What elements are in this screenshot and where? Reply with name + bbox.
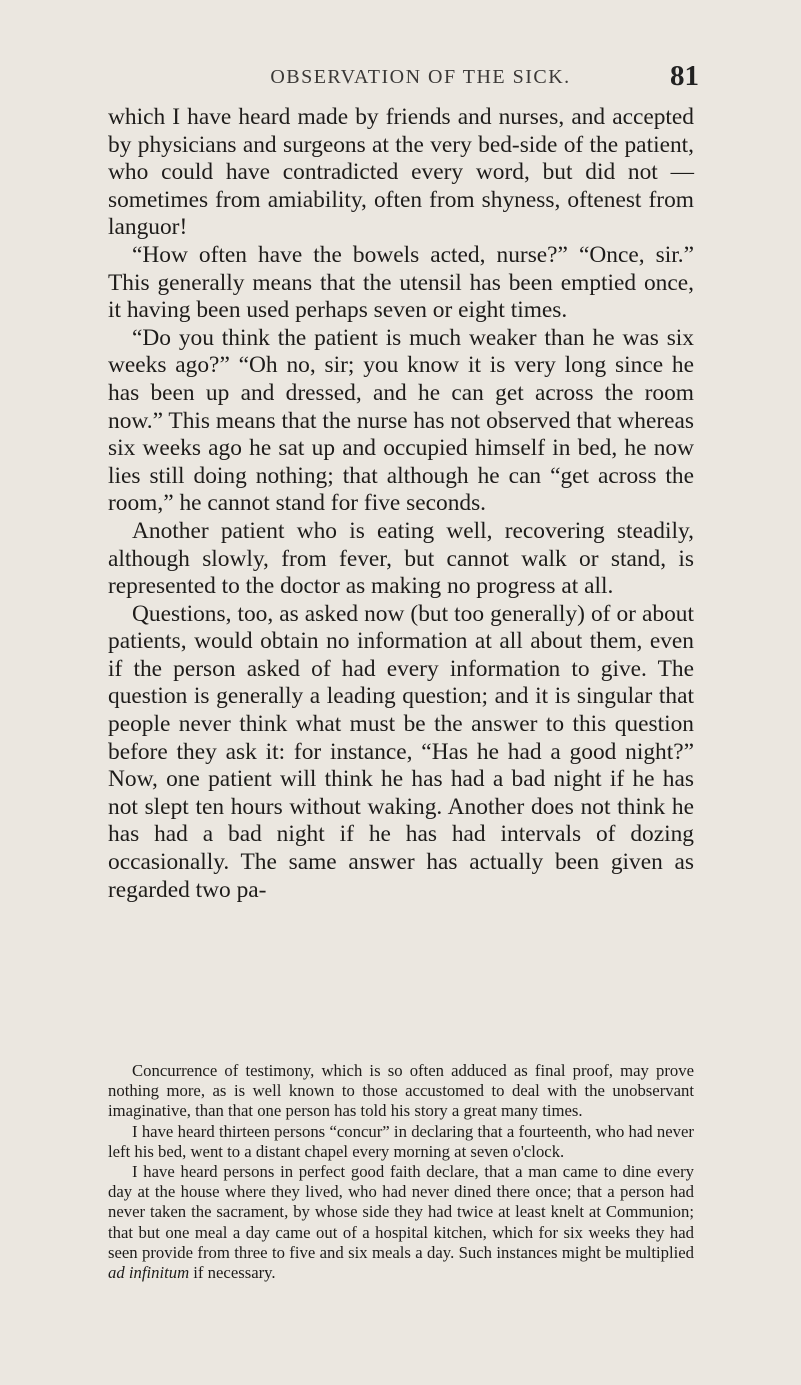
footnote-paragraph: [108, 1162, 694, 1283]
footnote-paragraph: I have heard thirteen persons “concur” in declaring that a fourteenth, who had never left his bed, went to a distant chapel every morning at seven o'clock.: [108, 1121, 694, 1161]
page-number: 81: [670, 60, 699, 92]
page-header: [0, 60, 801, 100]
footnote-paragraph: Concurrence of testimony, which is so often adduced as final proof, may prove nothing more, as is well known to those accustomed to deal with the unobservant imaginative, than that one person has told his story a great many times.: [108, 1061, 694, 1121]
main-text: [108, 104, 694, 904]
footnote-text-end: if necessary.: [189, 1263, 276, 1283]
running-head: OBSERVATION OF THE SICK.: [270, 66, 571, 88]
paragraph: “Do you think the patient is much weaker than he was six weeks ago?” “Oh no, sir; you know it is very long since he has been up and dressed, and he can get across the room now.” This means that the nurse has not observed that whereas six weeks ago he sat up and occupied himself in bed, he now lies still doing nothing; that although he can “get across the room,” he cannot stand for five seconds.: [108, 324, 694, 517]
footnotes: [108, 1061, 694, 1283]
paragraph: Questions, too, as asked now (but too generally) of or about patients, would obtain no information at all about them, even if the person asked of had every information to give. The question is generally a leading question; and it is singular that people never think what must be the answer to this question before they ask it: for instance, “Has he had a good night?” Now, one patient will think he has had a bad night if he has not slept ten hours without waking. Another does not think he has had a bad night if he has had intervals of dozing occasionally. The same answer has actually been given as regarded two pa-: [108, 600, 694, 903]
footnote-text: I have heard persons in perfect good faith declare, that a man came to dine every day at the house where they lived, who had never dined there once; that a person had never taken the sacrament, by whose side they had twice at least knelt at Communion; that but one meal a day came out of a hospital kitchen, which for six weeks they had seen provide from three to five and six meals a day. Such instances might be multiplied: [108, 1162, 694, 1262]
paragraph: which I have heard made by friends and nurses, and accepted by physicians and surgeons at the very bed-side of the patient, who could have contradicted every word, but did not — sometimes from amiability, often from shyness, oftenest from languor!: [108, 104, 694, 241]
paragraph: “How often have the bowels acted, nurse?” “Once, sir.” This generally means that the utensil has been emptied once, it having been used perhaps seven or eight times.: [108, 241, 694, 324]
italic-phrase: ad infinitum: [108, 1263, 190, 1283]
paragraph: Another patient who is eating well, recovering steadily, although slowly, from fever, but cannot walk or stand, is represented to the doctor as making no progress at all.: [108, 517, 694, 600]
